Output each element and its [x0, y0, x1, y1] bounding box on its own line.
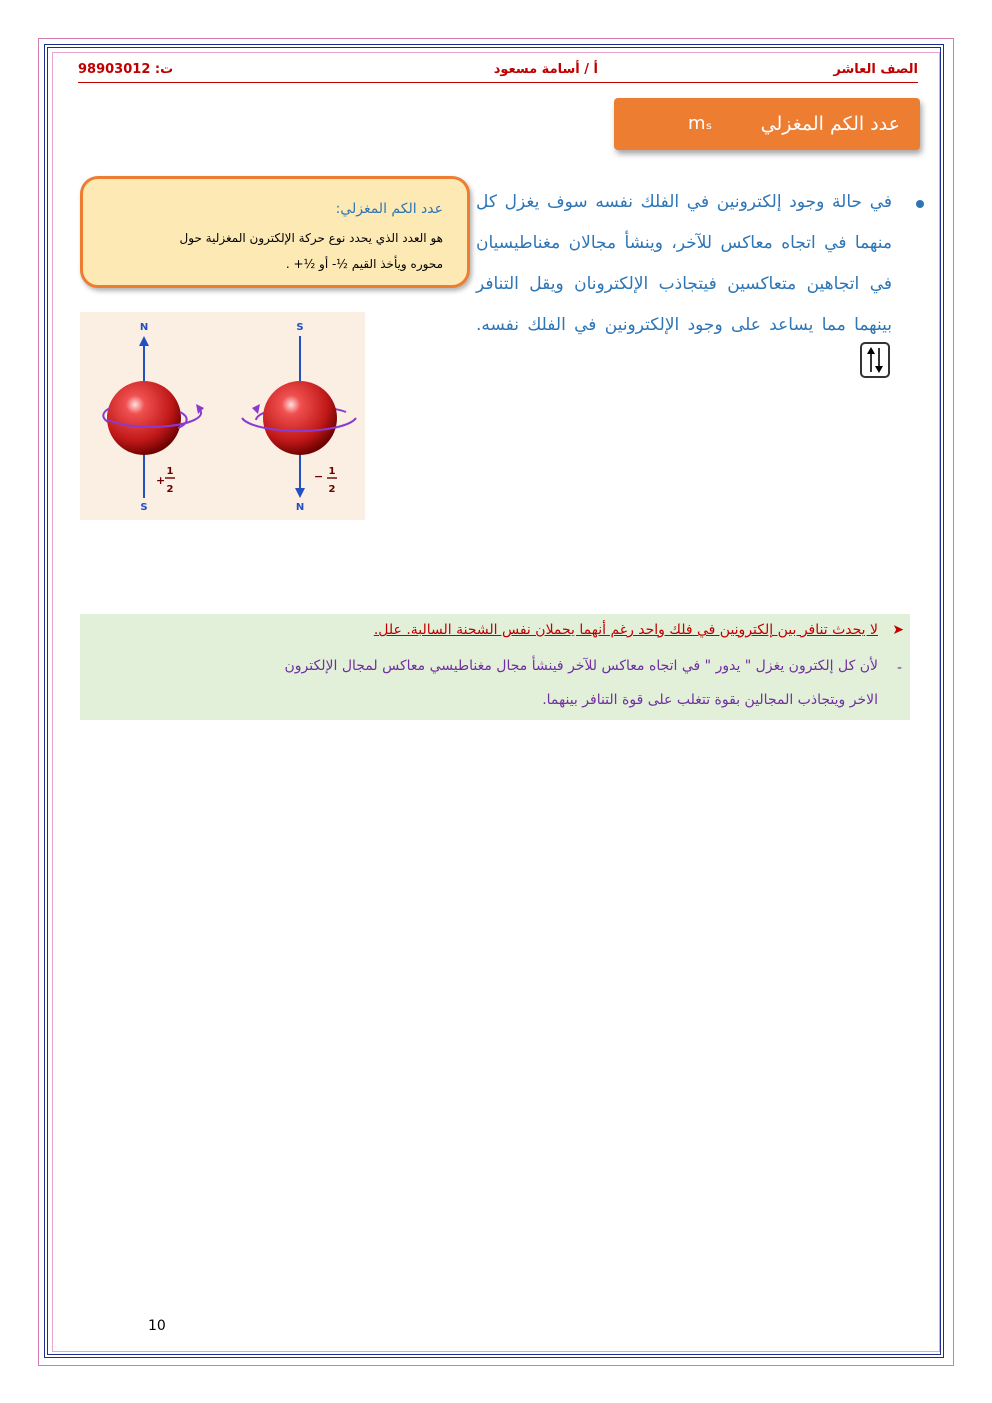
answer-dash: - — [896, 660, 902, 676]
section-title — [614, 98, 920, 150]
left-spin-denominator: 2 — [166, 484, 174, 495]
header-grade: الصف العاشر — [833, 62, 918, 77]
header-teacher: أ / أسامة مسعود — [493, 62, 598, 77]
electron-left-ball — [107, 381, 181, 455]
bullet-text: في حالة وجود إلكترونين في الفلك نفسه سوف يغزل كل منهما في اتجاه معاكس للآخر، وينشأ مجالان مغناطيسيان في اتجاهين متعاكسين فيتجاذب الإلكترونان ويقل التنافر بينهما مما يساعد على وجود الإلكترونين في الفلك نفسه. — [476, 192, 892, 335]
left-bottom-pole: S — [140, 502, 148, 513]
right-spin-denominator: 2 — [328, 484, 336, 495]
arrow-bullet-icon: ➤ — [892, 622, 904, 638]
electron-left — [103, 322, 204, 513]
section-title-symbol: mₛ — [688, 113, 713, 134]
right-spin-numerator: 1 — [328, 466, 336, 477]
page-header — [78, 60, 918, 83]
definition-line-2: محوره ويأخذ القيم ½- أو ½+ . — [285, 257, 443, 271]
definition-title: عدد الكم المغزلي: — [335, 201, 443, 217]
left-spin-numerator: 1 — [166, 466, 174, 477]
right-bottom-pole: N — [295, 502, 305, 513]
left-spin-sign: + — [156, 474, 166, 487]
right-spin-sign: − — [314, 470, 324, 483]
orbital-box-icon — [860, 342, 890, 378]
bullet-icon — [916, 200, 924, 208]
electron-right — [242, 322, 356, 513]
reason-answer-line-2: الاخر ويتجاذب المجالين بقوة تتغلب على قوة التنافر بينهما. — [542, 692, 878, 708]
left-top-pole: N — [139, 322, 149, 333]
electron-right-ball — [263, 381, 337, 455]
right-top-pole: S — [296, 322, 304, 333]
definition-box — [80, 176, 470, 288]
header-phone: ت: 98903012 — [78, 62, 174, 77]
section-title-text: عدد الكم المغزلي — [760, 113, 900, 135]
reason-question: لا يحدث تنافر بين إلكترونين في فلك واحد رغم أنهما يحملان نفس الشحنة السالبة. علل. — [373, 622, 878, 638]
definition-line-1: هو العدد الذي يحدد نوع حركة الإلكترون المغزلية حول — [179, 231, 443, 245]
reason-box — [80, 614, 910, 720]
page-number: 10 — [148, 1318, 166, 1334]
reason-answer-line-1: لأن كل إلكترون يغزل " يدور " في اتجاه معاكس للآخر فينشأ مجال مغناطيسي معاكس لمجال الإلكترون — [284, 658, 878, 674]
electron-spin-figure — [80, 312, 365, 520]
bullet-paragraph — [476, 182, 924, 387]
